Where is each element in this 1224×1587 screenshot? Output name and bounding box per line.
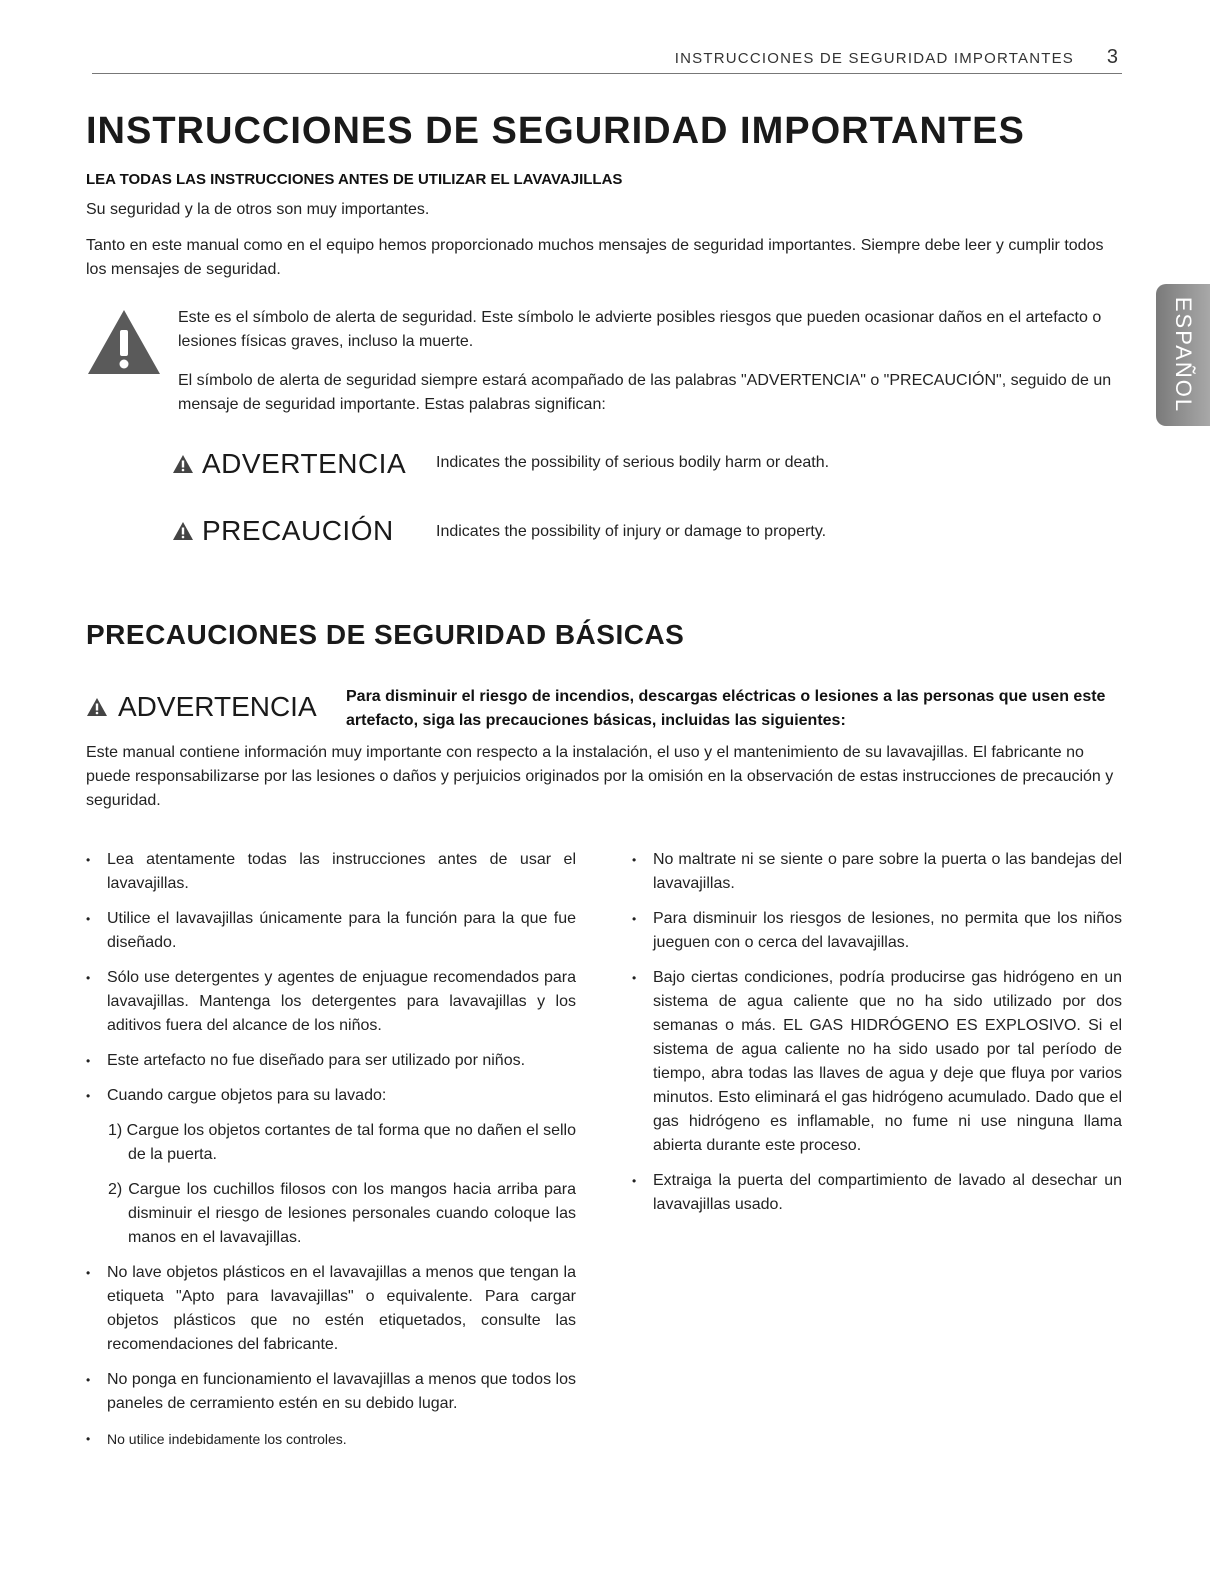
signal-word: PRECAUCIÓN [202,515,394,546]
list-item: • Cuando cargue objetos para su lavado: [86,1084,576,1108]
list-item: • No lave objetos plásticos en el lavavajillas a menos que tengan la etiqueta "Apto para lavavajillas" o equivalente. Para cargar objetos plásticos que no estén etiquetados, consulte las recomendaciones del fabricante. [86,1261,576,1357]
section-warning-word: ADVERTENCIA [118,691,317,722]
section-intro: Este manual contiene información muy importante con respecto a la instalación, el uso y el mantenimiento de su lavavajillas. El fabricante no puede responsabilizarse por las lesiones o daños y perjuicios originados por la omisión en la observación de estas instrucciones de precaución y seguridad. [86,744,1114,809]
list-item: • No maltrate ni se siente o pare sobre la puerta o las bandejas del lavavajillas. [632,848,1122,896]
list-item: • No ponga en funcionamiento el lavavajillas a menos que todos los paneles de cerramiento estén en su debido lugar. [86,1368,576,1416]
language-tab-label: ESPAÑOL [1171,296,1196,414]
list-item: • Utilice el lavavajillas únicamente para la función para la que fue diseñado. [86,907,576,955]
page-number: 3 [1106,46,1118,68]
running-header [92,46,1122,74]
sub-list-item: 2) Cargue los cuchillos filosos con los mangos hacia arriba para disminuir el riesgo de lesiones personales cuando coloque las manos en el lavavajillas. [108,1181,576,1246]
list-item: • Lea atentamente todas las instrucciones antes de usar el lavavajillas. [86,848,576,896]
section-title: PRECAUCIONES DE SEGURIDAD BÁSICAS [86,619,685,650]
subheading: LEA TODAS LAS INSTRUCCIONES ANTES DE UTILIZAR EL LAVAVAJILLAS [86,171,623,188]
section-warning [86,685,1126,735]
alert-paragraph-2: El símbolo de alerta de seguridad siempre estará acompañado de las palabras "ADVERTENCIA" o "PRECAUCIÓN", seguido de un mensaje de seguridad importante. Estas palabras significan: [178,372,1112,413]
safety-alert-icon [86,308,162,376]
page-title: INSTRUCCIONES DE SEGURIDAD IMPORTANTES [86,110,1025,152]
signal-description: Indicates the possibility of serious bodily harm or death. [436,454,830,471]
right-column [632,848,1122,1228]
intro-paragraph-1: Su seguridad y la de otros son muy importantes. [86,201,430,218]
list-item: • Sólo use detergentes y agentes de enjuague recomendados para lavavajillas. Mantenga los detergentes para lavavajillas y los aditivos fuera del alcance de los niños. [86,966,576,1038]
warning-triangle-icon [172,454,194,474]
signal-advertencia [172,448,830,480]
warning-triangle-icon [86,697,108,717]
list-item: • Para disminuir los riesgos de lesiones, no permita que los niños jueguen con o cerca del lavavajillas. [632,907,1122,955]
list-item: • Extraiga la puerta del compartimiento de lavado al desechar un lavavajillas usado. [632,1169,1122,1217]
caution-triangle-icon [172,521,194,541]
language-tab [1156,284,1210,426]
signal-precaucion [172,515,827,547]
signal-word: ADVERTENCIA [202,448,407,479]
signal-description: Indicates the possibility of injury or damage to property. [436,523,827,540]
intro-paragraph-2: Tanto en este manual como en el equipo hemos proporcionado muchos mensajes de seguridad importantes. Siempre debe leer y cumplir todos los mensajes de seguridad. [86,237,1104,278]
alert-paragraph-1: Este es el símbolo de alerta de seguridad. Este símbolo le advierte posibles riesgos que pueden ocasionar daños en el artefacto o lesiones físicas graves, incluso la muerte. [178,309,1102,350]
sub-list-item: 1) Cargue los objetos cortantes de tal forma que no dañen el sello de la puerta. [108,1122,576,1163]
running-title: INSTRUCCIONES DE SEGURIDAD IMPORTANTES [674,50,1074,67]
section-warning-text: Para disminuir el riesgo de incendios, descargas eléctricas o lesiones a las personas que usen este artefacto, siga las precauciones básicas, incluidas las siguientes: [346,688,1106,729]
list-item: • Bajo ciertas condiciones, podría producirse gas hidrógeno en un sistema de agua caliente que no ha sido utilizado por dos semanas o más. EL GAS HIDRÓGENO ES EXPLOSIVO. Si el sistema de agua caliente no ha sido usado por tal período de tiempo, abra todas las llaves de agua y deje que fluya por varios minutos. Esto eliminará el gas hidrógeno acumulado. Dado que el gas hidrógeno es inflamable, no fume ni use ninguna llama abierta durante este proceso. [632,966,1122,1158]
list-item: • Este artefacto no fue diseñado para ser utilizado por niños. [86,1049,576,1073]
left-column [86,848,576,1462]
list-item: • No utilice indebidamente los controles. [86,1427,576,1451]
